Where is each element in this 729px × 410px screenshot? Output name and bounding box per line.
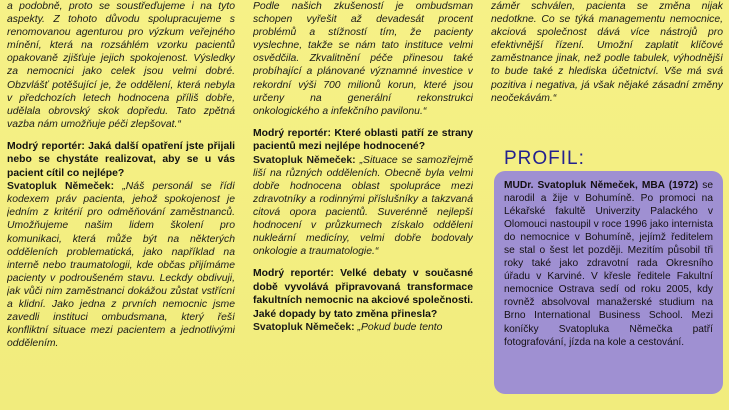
interview-answer <box>7 180 235 350</box>
interview-answer <box>253 154 473 259</box>
column-left <box>7 0 235 410</box>
profile-heading: PROFIL: <box>504 148 585 169</box>
reporter-question: Modrý reportér: Které oblasti patří ze strany pacientů mezi nejlépe hodnocené? <box>253 127 473 153</box>
interview-paragraph: záměr schválen, pacienta se změna nijak nedotkne. Co se týká managementu nemocnice, akciová společnost dává více nástrojů pro efektivnější řízení. Umožní zaplatit klíčové zaměstnance jinak, než podle tabulek, výhodnější to bude také z hlediska účetnictví. Vše má svá pozitiva i negativa, já však nějaké zásadní změny neočekávám.“ <box>491 1 723 104</box>
reporter-question: Modrý reportér: Jaká další opatření jste přijali nebo se chystáte realizovat, aby se u vás pacient cítil co nejlépe? <box>7 140 235 179</box>
answer-text: „Náš personál se řídí kodexem práv pacienta, jehož spokojenost je jedním z kritérií pro odměňování zaměstnanců. Umožňujeme našim lidem školení pro komunikaci, která může být na některých odděleních problematická, jako například na interně nebo traumatologii, kde občas přijímáme pacienty v podroušeném stavu. Leckdy obdivuji, jak vůči nim zaměstnanci dokážou zůstat vstřícní a klidní. Jako jedna z prvních nemocnic jsme zavedli instituci ombudsmana, který řeší konfliktní situace mezi pacientem a jednotlivými oddělením. <box>7 181 235 350</box>
interview-paragraph: a podobně, proto se soustřeďujeme i na tyto aspekty. Z tohoto důvodu spolupracujeme s renomovanou agenturou pro výzkum veřejného mínění, která na rozsáhlém vzorku pacientů opakovaně zjišťuje jejich spokojenost. Výsledky za nemocnici jako celek jsou velmi dobré. Obzvlášť potěšující je, že oddělení, která nebyla v předchozích letech hodnocena příliš dobře, udělala obrovský skok dopředu. Tato zpětná vazba nám umožňuje péči zlepšovat.“ <box>7 1 235 130</box>
column-middle <box>253 0 473 410</box>
interview-answer <box>253 321 473 334</box>
profile-box <box>494 171 723 394</box>
answer-speaker: Svatopluk Němeček: <box>253 322 355 334</box>
profile-name: MUDr. Svatopluk Němeček, MBA (1972) <box>504 180 699 191</box>
answer-text: „Pokud bude tento <box>357 322 443 334</box>
answer-speaker: Svatopluk Němeček: <box>253 154 356 166</box>
profile-text: se narodil a žije v Bohumíně. Po promoci na Lékařské fakultě Univerzity Palackého v Olomouci nastoupil v roce 1996 jako internista do nemocnice v Bohumíně, jejímž ředitelem se stal o šest let později. Mezitím působil tři roky také jako zdravotní rada Okresního úřadu v Karviné. V křesle ředitele Fakultní nemocnice Ostrava sedí od roku 2005, kdy rovněž absolvoval manažerské studium na Brno International Business School. Mezi koníčky Svatopluka Němečka patří fotografování, jízda na kole a cestování. <box>504 180 713 348</box>
answer-text: „Situace se samozřejmě liší na různých odděleních. Obecně byla velmi dobře hodnocena oblast spolupráce mezi zdravotníky a rodinnými příslušníky a takzvaná citová opora pacientů. Suverénně nejlepší hodnocení v průzkumech získalo oddělení nukleární medicíny, velmi dobře bodovaly onkologie a traumatologie.“ <box>253 154 473 258</box>
answer-speaker: Svatopluk Němeček: <box>7 181 115 193</box>
reporter-question: Modrý reportér: Velké debaty v současné době vyvolává připravovaná transformace fakultních nemocnic na akciové společnosti. Jaké dopady by tato změna přinesla? <box>253 268 473 320</box>
interview-paragraph: Podle našich zkušeností je ombudsman schopen vyřešit až devadesát procent problémů a stížností tím, že pacienty vyslechne, takže se nám tato instituce velmi osvědčila. Zkvalitnění péče přinesou také probíhající a plánované významné investice v rekordní výši 700 milionů korun, které jsou určeny na generální rekonstrukci onkologického a infekčního pavilonu.“ <box>253 1 473 117</box>
